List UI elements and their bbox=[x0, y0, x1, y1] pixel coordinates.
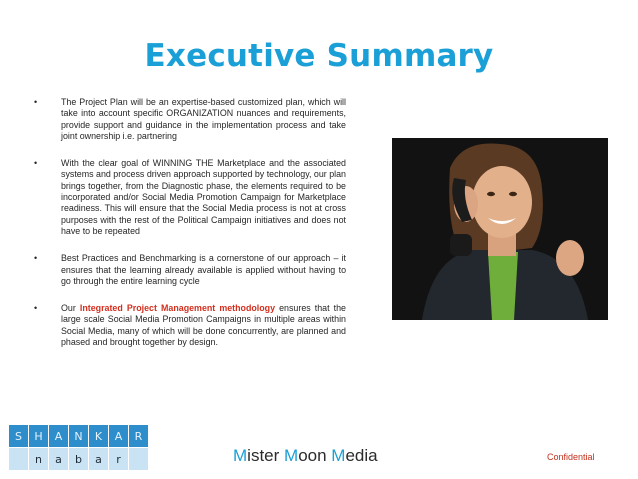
logo-letter: S bbox=[9, 425, 29, 448]
footer-brand bbox=[233, 446, 378, 466]
logo-letter: H bbox=[29, 425, 49, 448]
slide-title: Executive Summary bbox=[144, 38, 494, 74]
brand-word: oon bbox=[298, 446, 332, 465]
logo-blank-cell bbox=[9, 448, 29, 471]
bullet-item bbox=[34, 158, 346, 237]
logo-letter: a bbox=[89, 448, 109, 471]
shankar-nabar-logo bbox=[8, 424, 149, 471]
logo-letter: R bbox=[129, 425, 149, 448]
bullet-marker: • bbox=[34, 253, 38, 264]
logo-letter: K bbox=[89, 425, 109, 448]
bullet-text: The Project Plan will be an expertise-based customized plan, which will take into account specific ORGANIZATION nuances and requirements, provide support and guidance in the implementation process and take joint ownership i.e. partnering bbox=[61, 97, 346, 141]
bullet-text: Best Practices and Benchmarking is a cornerstone of our approach – it ensures that the learning already available is applied without having to go through the entire learning cycle bbox=[61, 253, 346, 286]
bullet-marker: • bbox=[34, 303, 38, 314]
woman-on-phone-photo bbox=[392, 138, 608, 320]
logo-letter: N bbox=[69, 425, 89, 448]
brand-word: edia bbox=[345, 446, 378, 465]
logo-blank-cell bbox=[129, 448, 149, 471]
logo-letter: A bbox=[49, 425, 69, 448]
bullet-marker: • bbox=[34, 97, 38, 107]
brand-initial: M bbox=[331, 446, 346, 465]
bullet-item bbox=[34, 253, 346, 287]
bullet-text: With the clear goal of WINNING THE Marketplace and the associated systems and process driven approach supported by technology, our plan brings together, from the Diagnostic phase, the elements required to be incorporated and/or Social Media Promotion Campaign for Marketplace readiness. This will ensure that the Social Media process is not at cross purposes with the rest of the Political Campaign initiatives and does not have to be repeated bbox=[61, 158, 346, 236]
logo-letter: r bbox=[109, 448, 129, 471]
confidential-label: Confidential bbox=[547, 452, 595, 462]
bullet-item bbox=[34, 97, 346, 142]
logo-letter: A bbox=[109, 425, 129, 448]
brand-word: ister bbox=[247, 446, 285, 465]
bullet-marker: • bbox=[34, 158, 38, 169]
bullet-item bbox=[34, 303, 346, 348]
bullet-text-prefix: Our bbox=[61, 303, 80, 314]
logo-letter: b bbox=[69, 448, 89, 471]
brand-initial: M bbox=[284, 446, 299, 465]
bullet-list bbox=[34, 97, 346, 364]
bullet-text-suffix: ensures that the large scale Social Media Promotion Campaigns in multiple areas within Social Media, many of which will be done concurrently, are planned and phased and brought together by design. bbox=[61, 303, 346, 348]
brand-initial: M bbox=[233, 446, 248, 465]
photo-illustration bbox=[392, 138, 608, 320]
logo-letter: n bbox=[29, 448, 49, 471]
bullet-highlight: Integrated Project Management methodology bbox=[79, 303, 276, 314]
logo-letter: a bbox=[49, 448, 69, 471]
